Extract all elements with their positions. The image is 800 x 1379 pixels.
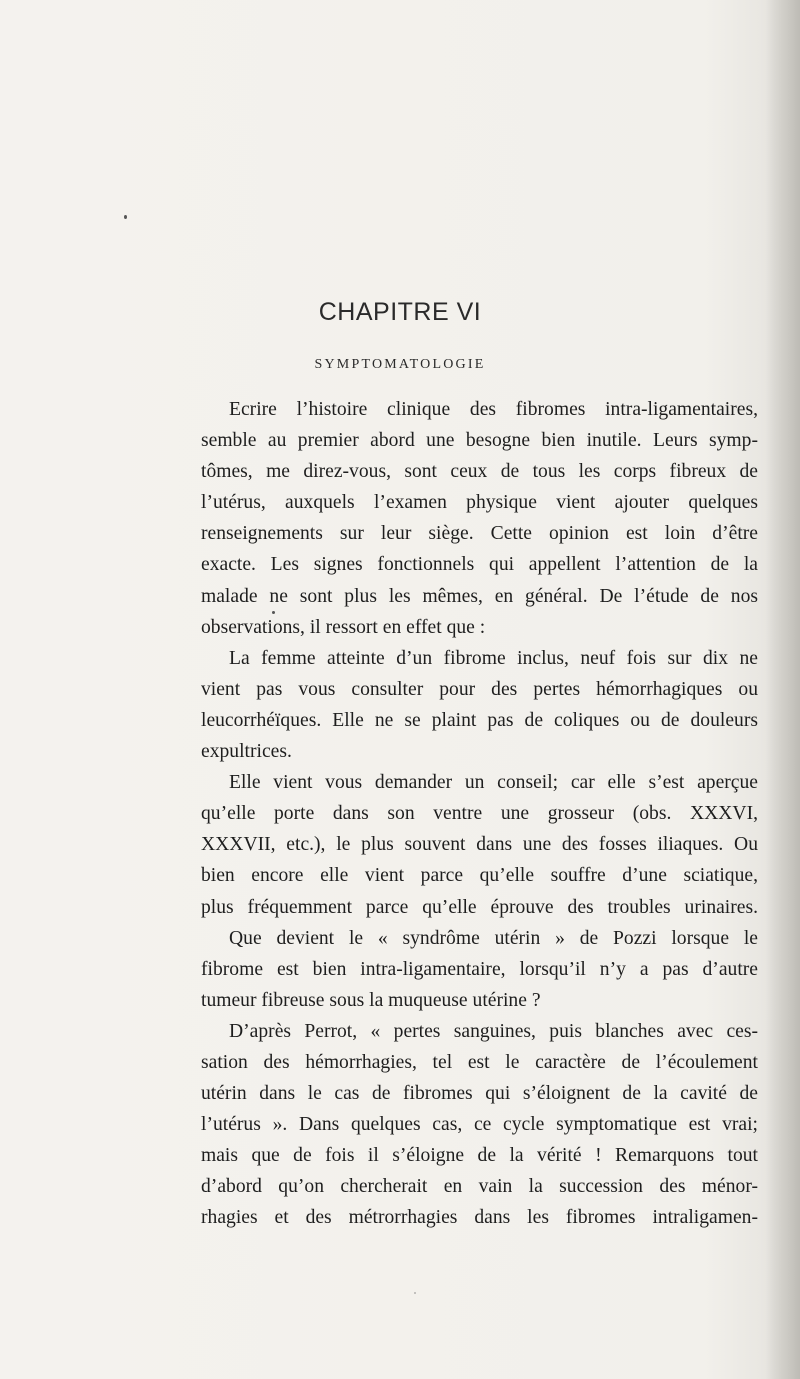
text-line: l’utérus, auxquels l’examen physique vient ajouter quelques — [201, 492, 758, 514]
text-line: tumeur fibreuse sous la muqueuse utérine ? — [201, 989, 541, 1011]
text-line: renseignements sur leur siège. Cette opinion est loin d’être — [201, 523, 758, 545]
text-line: fibrome est bien intra-ligamentaire, lorsqu’il n’y a pas d’autre — [201, 958, 758, 980]
page-edge-shadow — [766, 0, 800, 1379]
text-line: Que devient le « syndrôme utérin » de Pozzi lorsque le — [229, 927, 758, 949]
body-text — [201, 394, 758, 1234]
text-line: exacte. Les signes fonctionnels qui appellent l’attention de la — [201, 554, 758, 576]
text-line: utérin dans le cas de fibromes qui s’éloignent de la cavité de — [201, 1083, 758, 1105]
text-line: observations, il ressort en effet que : — [201, 616, 486, 638]
text-line: vient pas vous consulter pour des pertes hémorrhagiques ou — [201, 678, 758, 700]
text-line: l’utérus ». Dans quelques cas, ce cycle symptomatique est vrai; — [201, 1114, 758, 1136]
text-line: Ecrire l’histoire clinique des fibromes intra-ligamentaires, — [229, 399, 758, 420]
ink-speck — [124, 215, 127, 219]
text-line: d’abord qu’on chercherait en vain la succession des ménor- — [201, 1176, 758, 1198]
text-line: rhagies et des métrorrhagies dans les fibromes intraligamen- — [201, 1207, 758, 1229]
text-line: qu’elle porte dans son ventre une grosseur (obs. XXXVI, — [201, 803, 758, 825]
text-line: La femme atteinte d’un fibrome inclus, neuf fois sur dix ne — [229, 647, 758, 669]
text-line: XXXVII, etc.), le plus souvent dans une des fosses iliaques. Ou — [201, 834, 758, 856]
text-line: expultrices. — [201, 741, 292, 763]
text-line: sation des hémorrhagies, tel est le caractère de l’écoulement — [201, 1051, 758, 1073]
text-line: leucorrhéïques. Elle ne se plaint pas de coliques ou de douleurs — [201, 709, 758, 731]
text-line: bien encore elle vient parce qu’elle souffre d’une sciatique, — [201, 865, 758, 887]
text-line: malade ne sont plus les mêmes, en général. De l’étude de nos — [201, 585, 758, 607]
text-line: plus fréquemment parce qu’elle éprouve des troubles urinaires. — [201, 896, 758, 918]
text-line: mais que de fois il s’éloigne de la vérité ! Remarquons tout — [201, 1145, 758, 1167]
ink-speck — [414, 1292, 416, 1294]
text-line: semble au premier abord une besogne bien inutile. Leurs symp- — [201, 430, 758, 452]
text-line: Elle vient vous demander un conseil; car elle s’est aperçue — [229, 772, 758, 794]
text-line: D’après Perrot, « pertes sanguines, puis blanches avec ces- — [229, 1020, 758, 1042]
chapter-title: CHAPITRE VI — [318, 298, 482, 326]
section-title: SYMPTOMATOLOGIE — [314, 357, 486, 372]
text-line: tômes, me direz-vous, sont ceux de tous les corps fibreux de — [201, 461, 758, 483]
